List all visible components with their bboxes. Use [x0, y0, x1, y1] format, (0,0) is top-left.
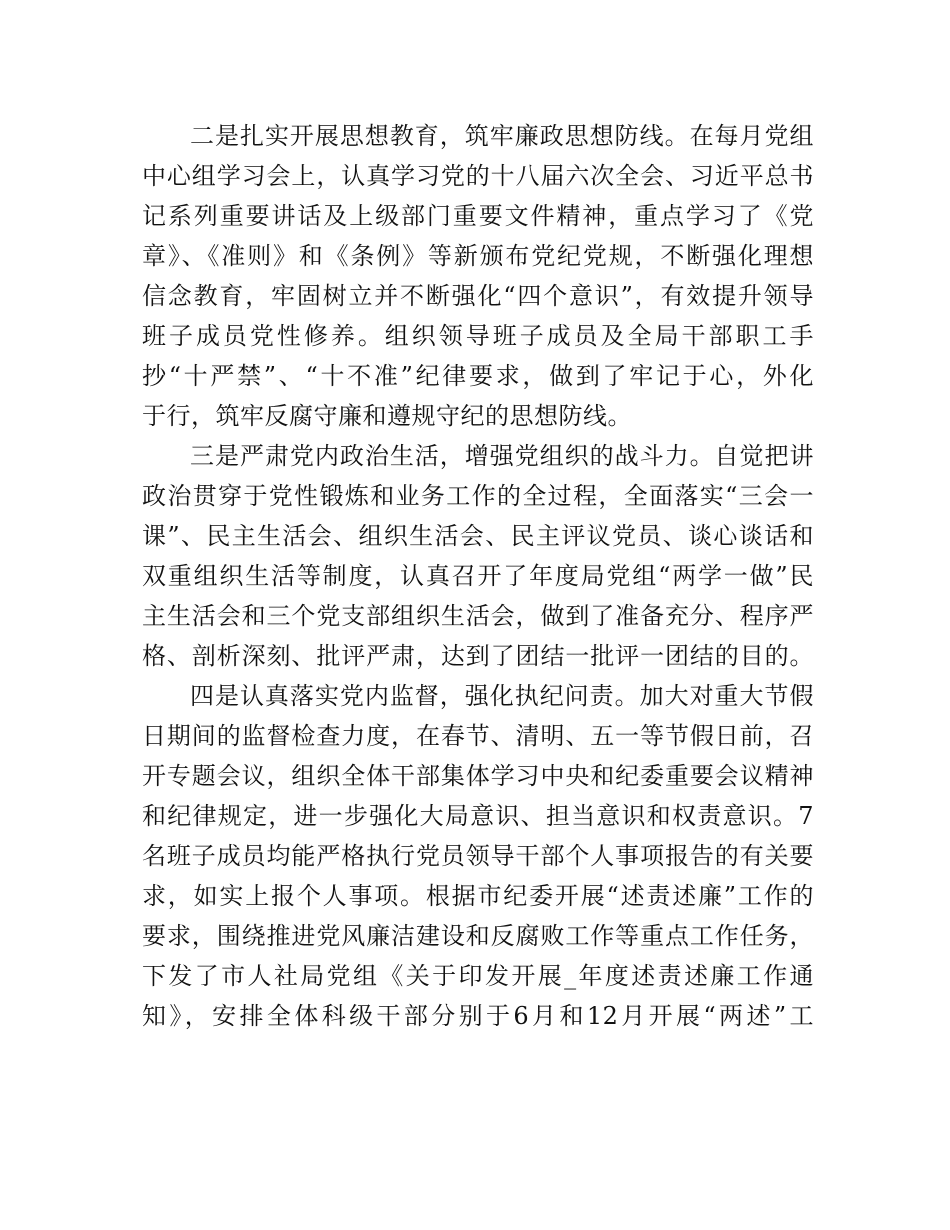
paragraph-3-line-5: 主生活会和三个党支部组织生活会，做到了准备充分、程序严	[142, 602, 814, 630]
paragraph-4-line-1: 四是认真落实党内监督，强化执纪问责。加大对重大节假	[190, 682, 814, 710]
paragraph-4-line-8: 下发了市人社局党组《关于印发开展_年度述责述廉工作通	[142, 962, 814, 990]
paragraph-2-line-3: 记系列重要讲话及上级部门重要文件精神，重点学习了《党	[142, 202, 814, 230]
paragraph-3-line-2: 政治贯穿于党性锻炼和业务工作的全过程，全面落实“三会一	[142, 482, 814, 510]
paragraph-4-line-9: 知》，安排全体科级干部分别于6月和12月开展“两述”工	[142, 1002, 814, 1030]
paragraph-4-line-2: 日期间的监督检查力度，在春节、清明、五一等节假日前，召	[142, 722, 814, 750]
document-body	[142, 116, 814, 1036]
paragraph-2-line-4: 章》、《准则》和《条例》等新颁布党纪党规，不断强化理想	[142, 242, 814, 270]
paragraph-3-line-1: 三是严肃党内政治生活，增强党组织的战斗力。自觉把讲	[190, 442, 814, 470]
paragraph-2-line-8: 于行，筑牢反腐守廉和遵规守纪的思想防线。	[142, 402, 632, 430]
paragraph-3-line-4: 双重组织生活等制度，认真召开了年度局党组“两学一做”民	[142, 562, 814, 590]
paragraph-2-line-7: 抄“十严禁”、“十不准”纪律要求，做到了牢记于心，外化	[142, 362, 814, 390]
paragraph-2-line-5: 信念教育，牢固树立并不断强化“四个意识”，有效提升领导	[142, 282, 814, 310]
paragraph-3-line-3: 课”、民主生活会、组织生活会、民主评议党员、谈心谈话和	[142, 522, 814, 550]
paragraph-2-line-2: 中心组学习会上，认真学习党的十八届六次全会、习近平总书	[142, 162, 814, 190]
paragraph-2-line-6: 班子成员党性修养。组织领导班子成员及全局干部职工手	[142, 322, 814, 350]
paragraph-3-line-6: 格、剖析深刻、批评严肃，达到了团结一批评一团结的目的。	[142, 642, 814, 670]
paragraph-4-line-5: 名班子成员均能严格执行党员领导干部个人事项报告的有关要	[142, 842, 814, 870]
paragraph-4-line-7: 要求，围绕推进党风廉洁建设和反腐败工作等重点工作任务，	[142, 922, 814, 950]
paragraph-4-line-4: 和纪律规定，进一步强化大局意识、担当意识和权责意识。7	[142, 802, 814, 830]
paragraph-2-line-1: 二是扎实开展思想教育，筑牢廉政思想防线。在每月党组	[190, 122, 814, 150]
paragraph-4-line-6: 求，如实上报个人事项。根据市纪委开展“述责述廉”工作的	[142, 882, 814, 910]
paragraph-4-line-3: 开专题会议，组织全体干部集体学习中央和纪委重要会议精神	[142, 762, 814, 790]
